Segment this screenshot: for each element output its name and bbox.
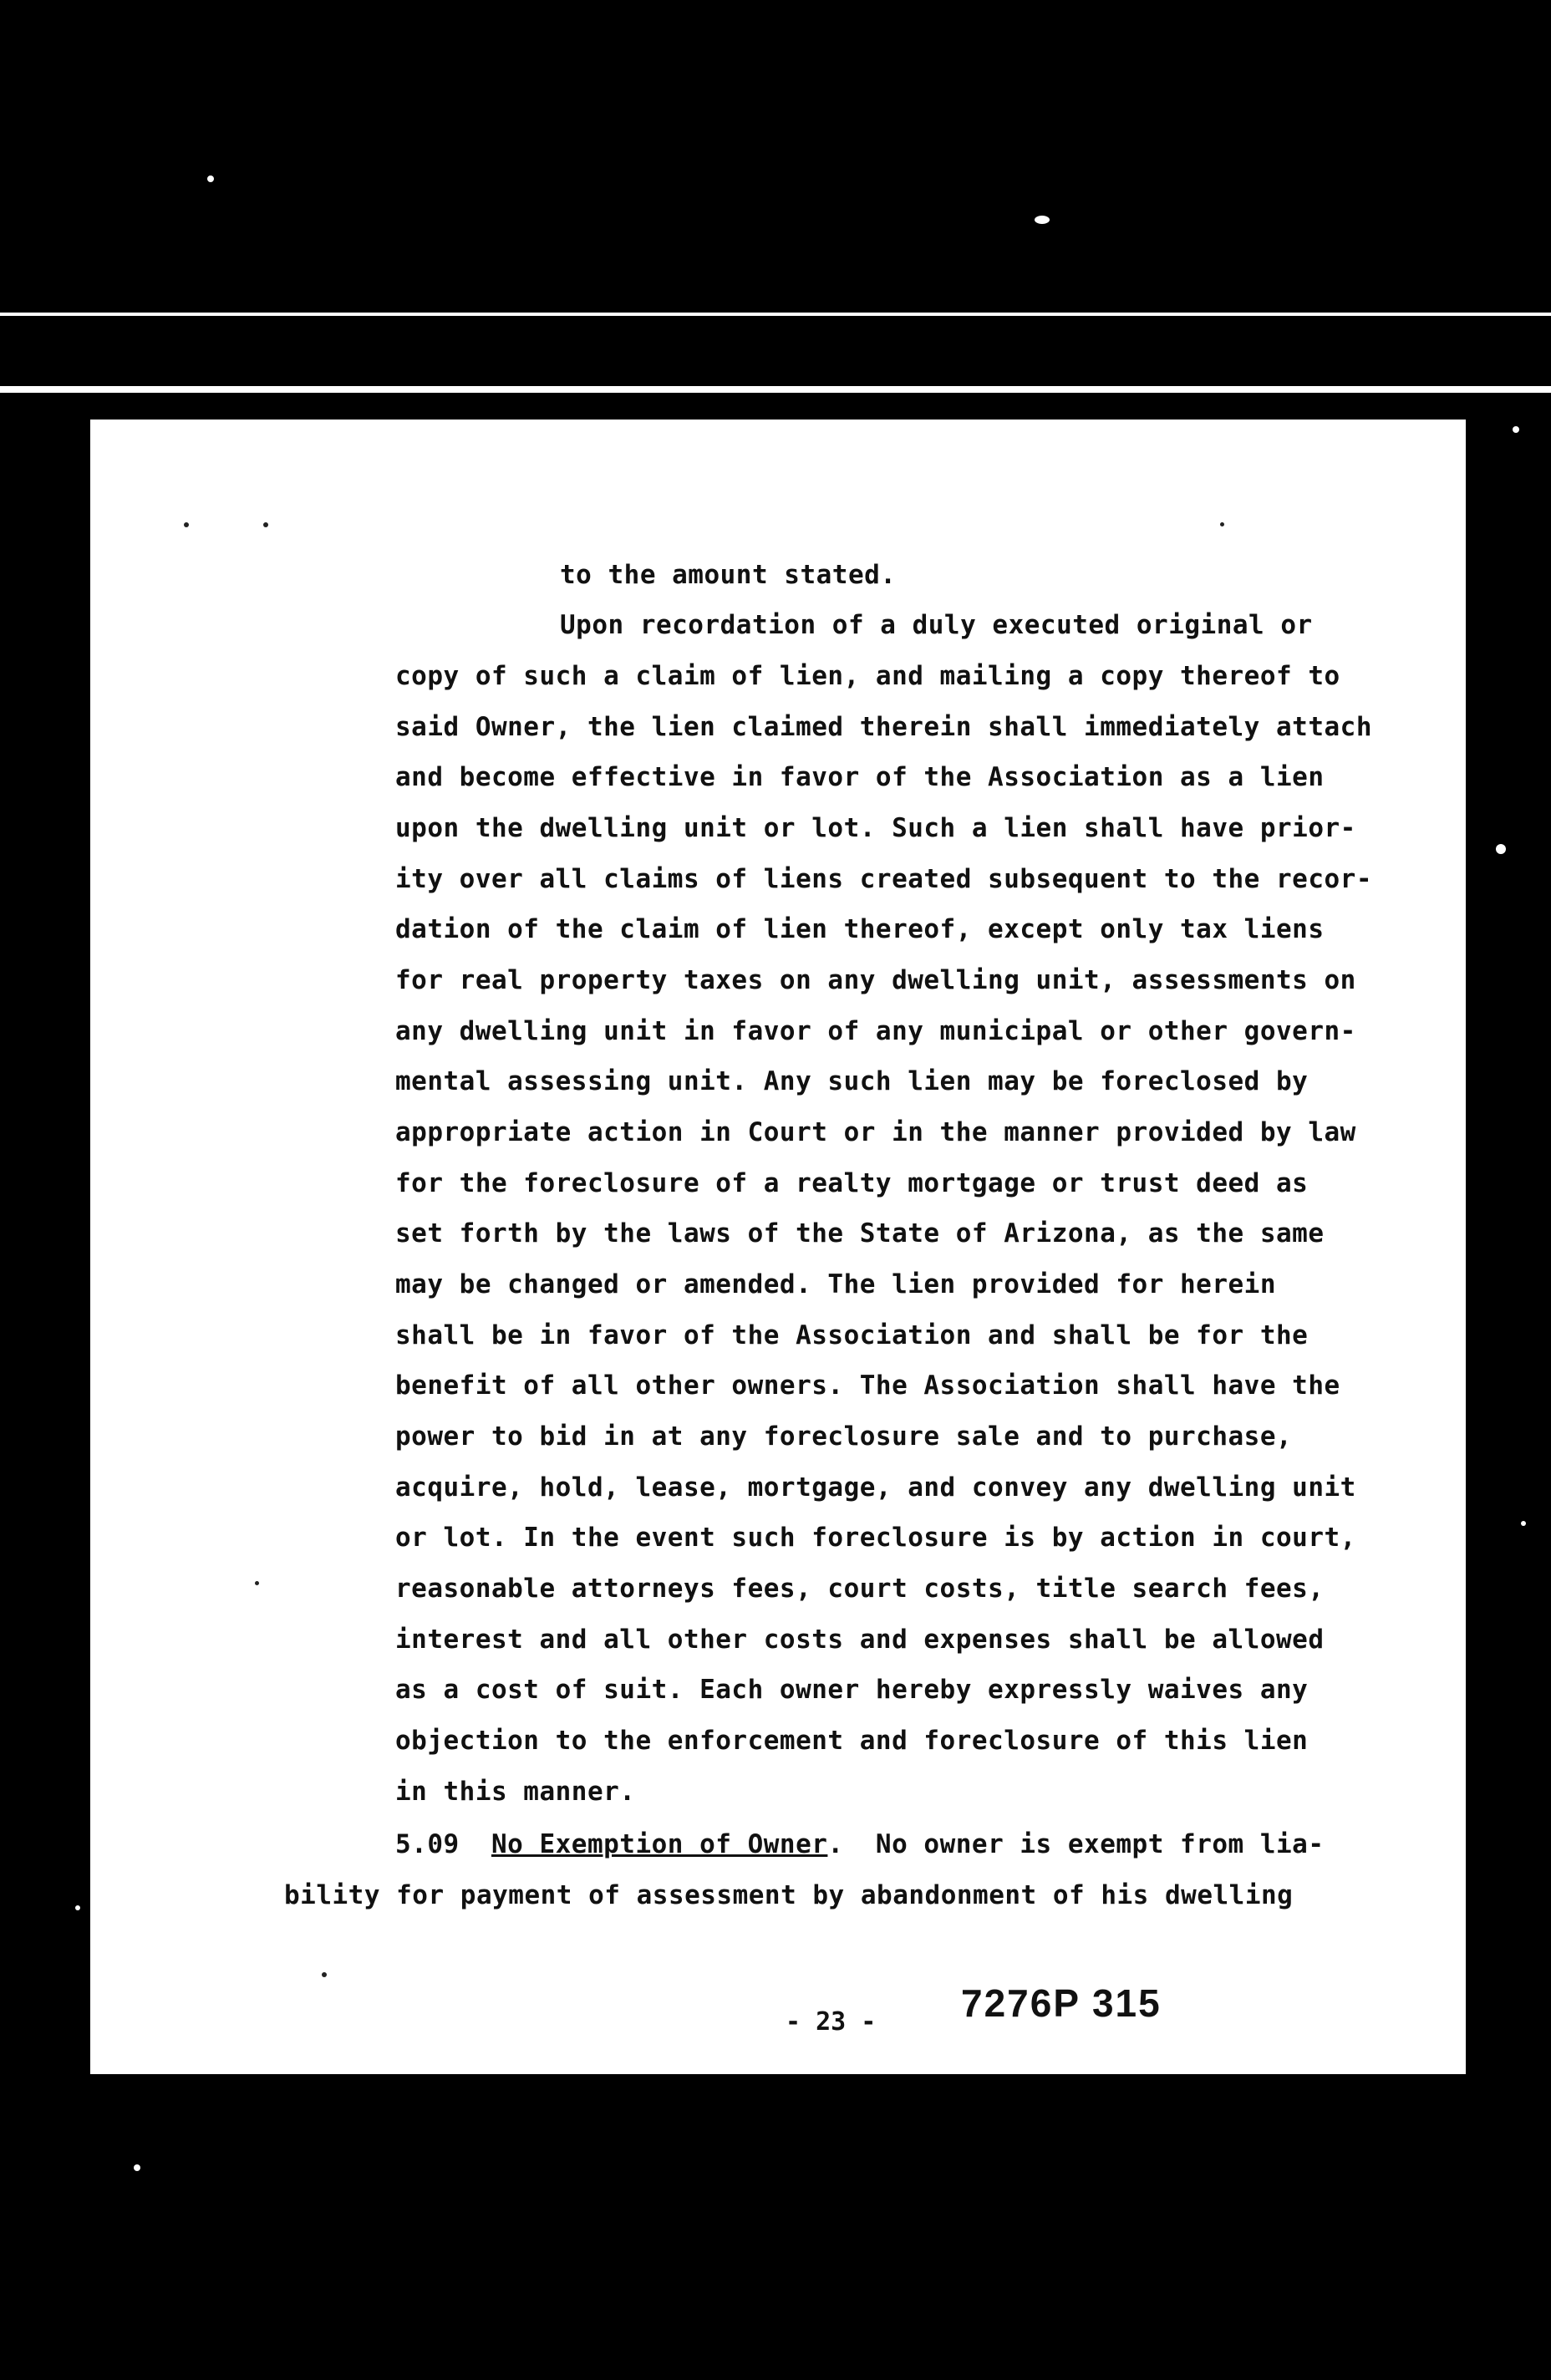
text-line: or lot. In the event such foreclosure is by action in court, bbox=[395, 1523, 1356, 1553]
scan-border-line bbox=[0, 386, 1551, 393]
text-line: shall be in favor of the Association and shall be for the bbox=[395, 1320, 1309, 1350]
text-line: dation of the claim of lien thereof, except only tax liens bbox=[395, 914, 1325, 944]
scan-speck bbox=[1521, 1521, 1526, 1526]
text-line: ity over all claims of liens created subsequent to the recor- bbox=[395, 864, 1372, 894]
section-number: 5.09 bbox=[395, 1829, 460, 1859]
scan-speck bbox=[1513, 426, 1519, 433]
text-line: benefit of all other owners. The Association shall have the bbox=[395, 1371, 1340, 1401]
text-line: copy of such a claim of lien, and mailing a copy thereof to bbox=[395, 661, 1340, 691]
text-line: interest and all other costs and expenses shall be allowed bbox=[395, 1625, 1325, 1655]
scan-speck bbox=[207, 175, 214, 182]
text-line: upon the dwelling unit or lot. Such a lien shall have prior- bbox=[395, 813, 1356, 843]
text-line: may be changed or amended. The lien provided for herein bbox=[395, 1269, 1276, 1299]
section-line bbox=[395, 1829, 1325, 1859]
section-heading: No Exemption of Owner bbox=[491, 1829, 828, 1859]
text-line: reasonable attorneys fees, court costs, title search fees, bbox=[395, 1574, 1325, 1604]
scan-speck bbox=[1035, 216, 1050, 224]
text-line: appropriate action in Court or in the manner provided by law bbox=[395, 1117, 1356, 1147]
section-heading-period: . bbox=[827, 1829, 844, 1859]
text-line: Upon recordation of a duly executed original or bbox=[560, 610, 1313, 640]
section-text: No owner is exempt from lia- bbox=[875, 1829, 1325, 1859]
scan-speck bbox=[75, 1905, 80, 1910]
text-line: power to bid in at any foreclosure sale and to purchase, bbox=[395, 1421, 1293, 1452]
text-line: for real property taxes on any dwelling unit, assessments on bbox=[395, 965, 1356, 995]
text-line: objection to the enforcement and foreclosure of this lien bbox=[395, 1726, 1309, 1756]
document-page bbox=[90, 420, 1466, 2074]
scan-border-line bbox=[0, 313, 1551, 316]
text-line: set forth by the laws of the State of Arizona, as the same bbox=[395, 1218, 1325, 1248]
recording-stamp: 7276P 315 bbox=[961, 1981, 1162, 2025]
scan-speck bbox=[134, 2164, 140, 2171]
text-line: as a cost of suit. Each owner hereby expressly waives any bbox=[395, 1675, 1309, 1705]
text-line: acquire, hold, lease, mortgage, and convey any dwelling unit bbox=[395, 1472, 1356, 1503]
section-text-continued: bility for payment of assessment by abandonment of his dwelling bbox=[284, 1880, 1294, 1910]
scan-speck bbox=[1220, 522, 1224, 526]
scan-speck bbox=[1496, 844, 1506, 854]
text-line: in this manner. bbox=[395, 1777, 636, 1807]
text-line: and become effective in favor of the Association as a lien bbox=[395, 762, 1325, 792]
text-line: any dwelling unit in favor of any municipal or other govern- bbox=[395, 1016, 1356, 1046]
text-line: for the foreclosure of a realty mortgage or trust deed as bbox=[395, 1168, 1309, 1198]
text-line: to the amount stated. bbox=[560, 560, 897, 590]
text-line: said Owner, the lien claimed therein shall immediately attach bbox=[395, 712, 1372, 742]
scan-speck bbox=[184, 522, 189, 527]
text-line: mental assessing unit. Any such lien may be foreclosed by bbox=[395, 1066, 1309, 1096]
scan-speck bbox=[255, 1581, 259, 1585]
page-number: - 23 - bbox=[786, 2007, 877, 2037]
scan-speck bbox=[322, 1972, 327, 1977]
scan-speck bbox=[263, 522, 268, 527]
